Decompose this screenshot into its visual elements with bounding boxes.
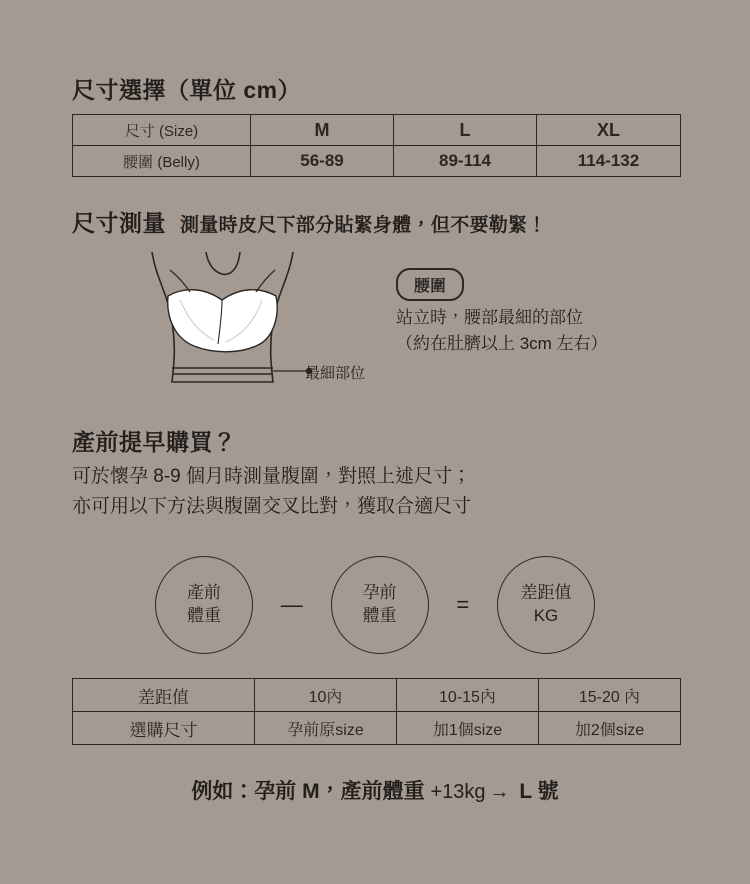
difference-table — [72, 678, 681, 745]
waist-callout-text — [396, 305, 608, 358]
size-table-cell: 89-114 — [394, 146, 537, 177]
table-row — [73, 115, 681, 146]
minus-operator: — — [280, 592, 303, 617]
prenatal-weight-line-2: 體重 — [187, 606, 221, 625]
measure-section-title: 尺寸測量 — [72, 210, 166, 236]
prenatal-section-title: 產前提早購買？ — [72, 429, 237, 455]
size-table-row-label: 腰圍 (Belly) — [73, 146, 251, 177]
size-table-cell: L — [394, 115, 537, 146]
waist-callout-line-1: 站立時，腰部最細的部位 — [396, 308, 583, 327]
example-prefix: 例如：孕前 M，產前體重 — [191, 780, 431, 803]
equals-operator: = — [456, 592, 470, 617]
prenatal-weight-line-1: 產前 — [187, 583, 221, 603]
prenatal-section-body — [72, 462, 471, 523]
example-line — [0, 775, 750, 805]
pre-pregnancy-weight-line-2: 體重 — [362, 606, 397, 625]
size-section-title: 尺寸選擇（單位 cm） — [72, 77, 302, 103]
diff-table-cell: 孕前原size — [255, 712, 397, 745]
diff-table-cell: 10-15內 — [397, 679, 539, 712]
table-row — [73, 146, 681, 177]
pre-pregnancy-weight-circle — [331, 556, 429, 654]
weight-diff-formula — [155, 555, 595, 655]
size-table-cell: M — [251, 115, 394, 146]
prenatal-line-1: 可於懷孕 8-9 個月時測量腹圍，對照上述尺寸； — [72, 466, 472, 487]
prenatal-weight-circle — [155, 556, 253, 654]
size-table-row-label: 尺寸 (Size) — [73, 115, 251, 146]
table-row — [73, 712, 681, 745]
diff-table-row-label: 選購尺寸 — [73, 712, 255, 745]
waist-callout-tag: 腰圍 — [396, 268, 464, 301]
example-suffix: L 號 — [513, 780, 559, 803]
diff-table-cell: 15-20 內 — [539, 679, 681, 712]
weight-difference-line-2: KG — [533, 606, 559, 625]
size-table — [72, 114, 681, 177]
weight-difference-circle — [497, 556, 595, 654]
pre-pregnancy-weight-line-1: 孕前 — [362, 583, 397, 603]
waist-callout-line-2: （約在肚臍以上 3cm 左右） — [396, 334, 608, 354]
diff-table-cell: 加1個size — [397, 712, 539, 745]
size-table-cell: 114-132 — [537, 146, 681, 177]
prenatal-line-2: 亦可用以下方法與腹圍交叉比對，獲取合適尺寸 — [72, 496, 472, 518]
arrow-right-icon: → — [489, 781, 510, 803]
diff-table-cell: 10內 — [255, 679, 397, 712]
size-table-cell: 56-89 — [251, 146, 394, 177]
diff-table-cell: 加2個size — [539, 712, 681, 745]
weight-difference-line-1: 差距值 — [520, 583, 572, 603]
narrowest-point-label: 最細部位 — [305, 365, 366, 382]
table-row — [73, 679, 681, 712]
diff-table-row-label: 差距值 — [73, 679, 255, 712]
size-table-cell: XL — [537, 115, 681, 146]
measure-heading — [72, 205, 547, 238]
example-kg-value: +13kg — [430, 781, 486, 803]
measure-section-subtitle: 測量時皮尺下部分貼緊身體，但不要勒緊！ — [180, 215, 547, 236]
